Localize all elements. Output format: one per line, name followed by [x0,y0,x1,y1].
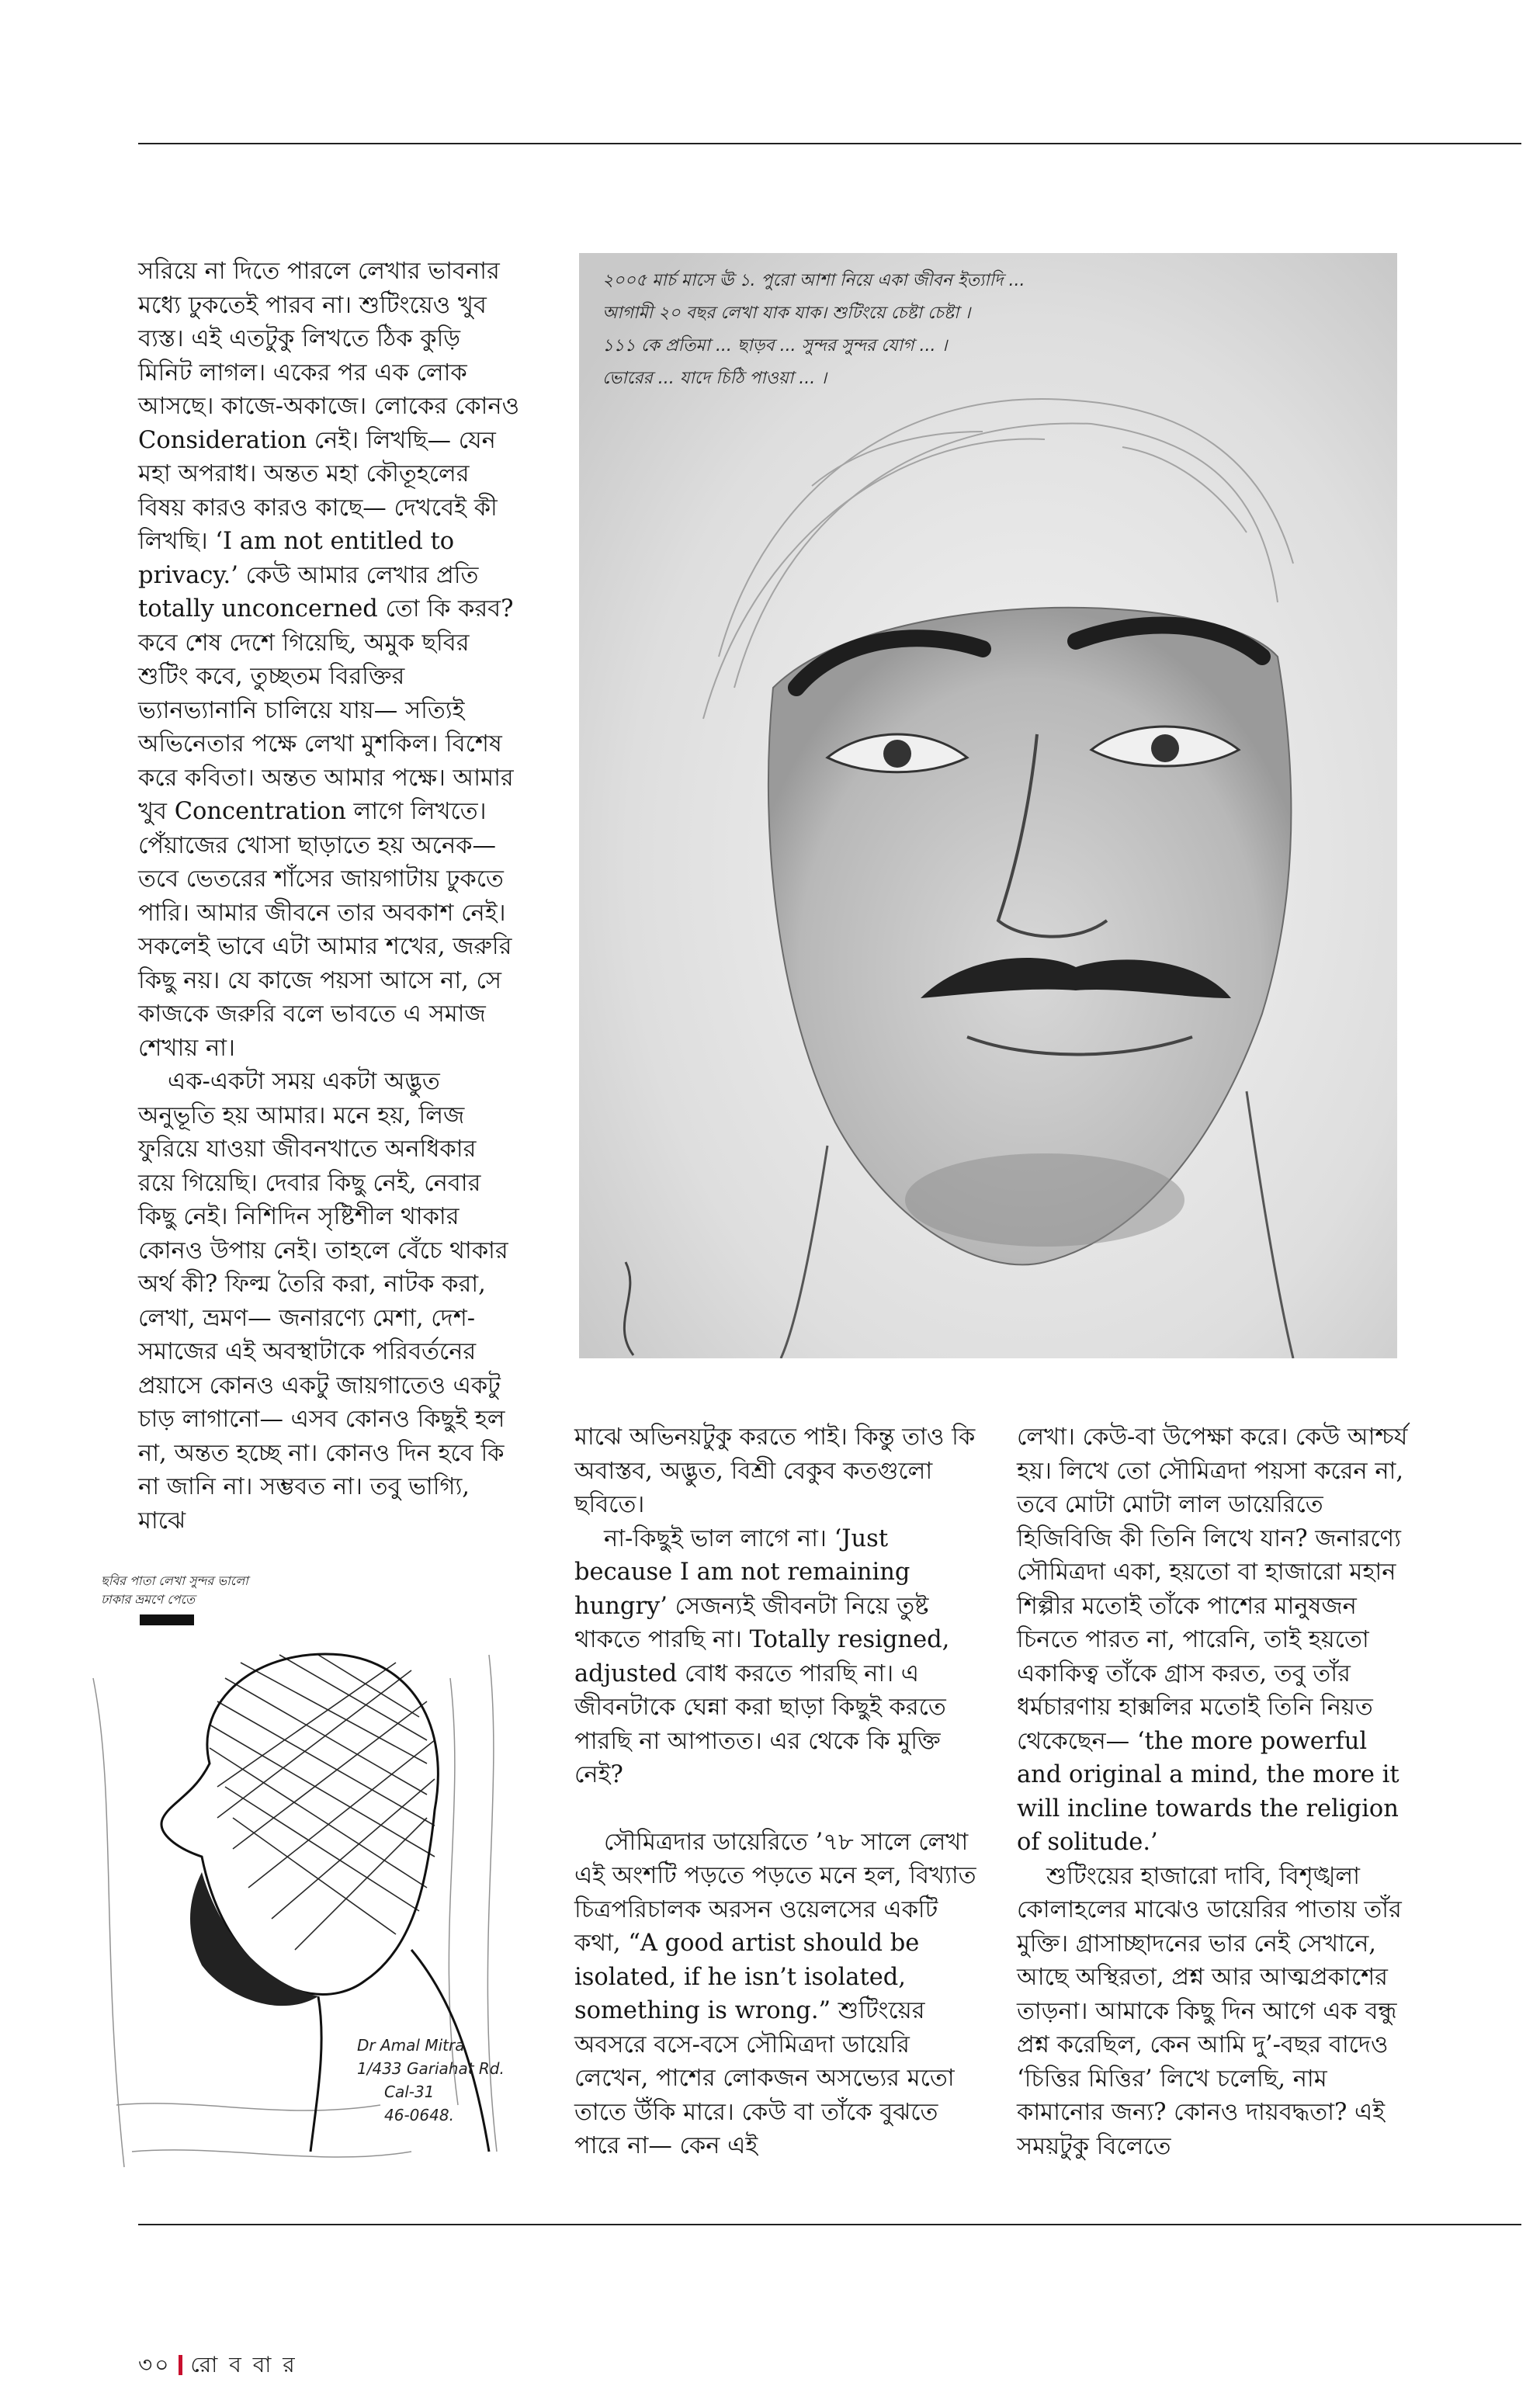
handwriting-line: ১১১ কে প্রতিমা ... ছাড়ব ... সুন্দর সুন্দর যোগ ... । [602,336,948,355]
handwriting-line: ছবির পাতা লেখা সুন্দর ভালো [101,1573,248,1588]
profile-sketch-illustration [85,1562,525,2183]
handwriting-line: ২০০৫ মার্চ মাসে ঊ ১. পুরো আশা নিয়ে একা জীবন ইত্যাদি ... [602,271,1025,290]
profile-sketch [85,1562,525,2183]
inscription-line: 1/433 Gariahat Rd. [357,2059,505,2078]
inscription-line: 46-0648. [384,2106,454,2124]
header-rule [138,143,1521,144]
footer-rule [138,2224,1521,2225]
paragraph: সরিয়ে না দিতে পারলে লেখার ভাবনার মধ্যে ঢুকতেই পারব না। শুটিংয়েও খুব ব্যস্ত। এই এতটুকু লিখতে ঠিক কুড়ি মিনিট লাগল। একের পর এক লোক আসছে। কাজে-অকাজে। লোকের কোনও Consideration নেই। লিখছি— যেন মহা অপরাধ। অন্তত মহা কৌতূহলের বিষয় কারও কারও কাছে— দেখবেই কী লিখছি। ‘I am not entitled to privacy.’ কেউ আমার লেখার প্রতি totally unconcerned তো কি করব? কবে শেষ দেশে গিয়েছি, অমুক ছবির শুটিং কবে, তুচ্ছতম বিরক্তির ভ্যানভ্যানানি চালিয়ে যায়— সত্যিই অভিনেতার পক্ষে লেখা মুশকিল। বিশেষ করে কবিতা। অন্তত আমার পক্ষে। আমার খুব Concentration লাগে লিখতে। পেঁয়াজের খোসা ছাড়াতে হয় অনেক— তবে ভেতরের শাঁসের জায়গাটায় ঢুকতে পারি। আমার জীবনে তার অবকাশ নেই। সকলেই ভাবে এটা আমার শখের, জরুরি কিছু নয়। যে কাজে পয়সা আসে না, সে কাজকে জরুরি বলে ভাবতে এ সমাজ শেখায় না। [138,258,520,1062]
paragraph: শুটিংয়ের হাজারো দাবি, বিশৃঙ্খলা কোলাহলের মাঝেও ডায়েরির পাতায় তাঁর মুক্তি। গ্রাসাচ্ছাদনের ভার নেই সেখানে, আছে অস্থিরতা, প্রশ্ন আর আত্মপ্রকাশের তাড়না। আমাকে কিছু দিন আগে এক বন্ধু প্রশ্ন করেছিল, কেন আমি দু’-বছর বাদেও ‘চিত্তির মিত্তির’ লিখে চলেছি, নাম কামানোর জন্য? কোনও দায়বদ্ধতা? এই সময়টুকু বিলেতে [1017,1862,1402,2160]
handwriting-line: আগামী ২০ বছর লেখা যাক যাক। শুটিংয়ে চেষ্টা চেষ্টা । [602,303,971,323]
magazine-name: রো ব বা র [190,2352,297,2377]
portrait-sketch-illustration [579,253,1397,1358]
handwriting-line: ভোরের ... যাদে চিঠি পাওয়া ... । [602,369,827,388]
page-folio [138,2348,297,2384]
paragraph: সৌমিত্রদার ডায়েরিতে ’৭৮ সালে লেখা এই অংশটি পড়তে পড়তে মনে হল, বিখ্যাত চিত্রপরিচালক অরসন ওয়েলসের একটি কথা, “A good artist should be isolated, if he isn’t isolated, something is wrong.” শুটিংয়ের অবসরে বসে-বসে সৌমিত্রদা ডায়েরি লেখেন, পাশের লোকজন অসভ্যের মতো তাতে উঁকি মারে। কেউ বা তাঁকে বুঝতে পারে না— কেন এই [574,1828,976,2159]
paragraph: মাঝে অভিনয়টুকু করতে পাই। কিন্তু তাও কি অবাস্তব, অদ্ভুত, বিশ্রী বেকুব কতগুলো ছবিতে। [574,1424,976,1518]
paragraph: এক-একটা সময় একটা অদ্ভুত অনুভূতি হয় আমার। মনে হয়, লিজ ফুরিয়ে যাওয়া জীবনখাতে অনধিকার রয়ে গিয়েছি। দেবার কিছু নেই, নেবার কিছু নেই। নিশিদিন সৃষ্টিশীল থাকার কোনও উপায় নেই। তাহলে বেঁচে থাকার অর্থ কী? ফিল্ম তৈরি করা, নাটক করা, লেখা, ভ্রমণ— জনারণ্যে মেশা, দেশ-সমাজের এই অবস্থাটাকে পরিবর্তনের প্রয়াসে কোনও একটু জায়গাতেও একটু চাড় লাগানো— এসব কোনও কিছুই হল না, অন্তত হচ্ছে না। কোনও দিন হবে কি না জানি না। সম্ভবত না। তবু ভাগ্যি, মাঝে [138,1068,508,1535]
paragraph: না-কিছুই ভাল লাগে না। ‘Just because I am not remaining hungry’ সেজন্যই জীবনটা নিয়ে তুষ্ট থাকতে পারছি না। Totally resigned, adjusted বোধ করতে পারছি না। এ জীবনটাকে ঘেন্না করা ছাড়া কিছুই করতে পারছি না আপাতত। এর থেকে কি মুক্তি নেই? [574,1524,950,1788]
scribble-mark [140,1614,194,1625]
article-column-middle [574,1420,978,2163]
folio-divider [179,2355,182,2375]
handwriting-line: ঢাকার ভ্রমণে পেতে [101,1592,196,1607]
article-column-right [1017,1420,1417,2163]
paragraph: লেখা। কেউ-বা উপেক্ষা করে। কেউ আশ্চর্য হয়। লিখে তো সৌমিত্রদা পয়সা করেন না, তবে মোটা মোটা লাল ডায়েরিতে হিজিবিজি কী তিনি লিখে যান? জনারণ্যে সৌমিত্রদা একা, হয়তো বা হাজারো মহান শিল্পীর মতোই তাঁকে পাশের মানুষজন চিনতে পারত না, পারেনি, তাই হয়তো একাকিত্ব তাঁকে গ্রাস করত, তবু তাঁর ধর্মচারণায় হাক্সলির মতোই তিনি নিয়ত থেকেছেন— ‘the more powerful and original a mind, the more it will incline towards the religion of solitude.’ [1017,1424,1408,1856]
portrait-sketch [579,253,1397,1358]
article-column-left [138,255,520,1538]
inscription-line: Cal-31 [384,2083,435,2101]
page-number: ৩০ [138,2352,172,2377]
inscription-line: Dr Amal Mitra [357,2036,465,2055]
